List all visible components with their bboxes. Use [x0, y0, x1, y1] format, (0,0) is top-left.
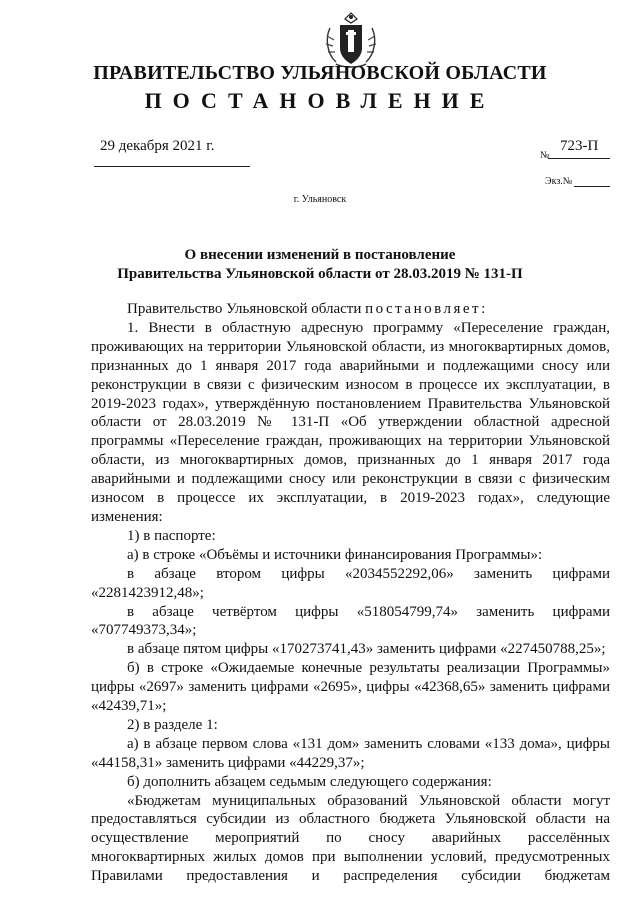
subject-line-2: Правительства Ульяновской области от 28.03.2019 № 131-П — [117, 266, 523, 282]
document-date: 29 декабря 2021 г. — [100, 138, 215, 154]
subject-line-1: О внесении изменений в постановление — [184, 247, 456, 263]
paragraph-2: 1) в паспорте: — [127, 527, 216, 544]
document-number: 723-П — [560, 138, 599, 154]
copy-number-label: Экз.№ — [545, 176, 573, 187]
paragraph-11: «Бюджетам муниципальных образований Ульяновской области могут предоставляться субсидии из областного бюджета Ульяновской области на осуществление мероприятий по сносу аварийных расселённых многоквартирных жилых домов при выполнении условий, предусмотренных Правилами предоставления и распределения субсидии бюджетам — [91, 792, 610, 885]
government-name: ПРАВИТЕЛЬСТВО УЛЬЯНОВСКОЙ ОБЛАСТИ — [93, 62, 547, 84]
paragraph-10: б) дополнить абзацем седьмым следующего содержания: — [127, 773, 492, 790]
intro-subject: Правительство Ульяновской области — [127, 301, 362, 317]
coat-of-arms-emblem — [322, 10, 380, 70]
paragraph-5: в абзаце четвёртом цифры «518054799,74» заменить цифрами «707749373,34»; — [91, 603, 610, 639]
intro-verb: постановляет: — [365, 301, 488, 317]
document-body — [91, 300, 610, 886]
paragraph-4: в абзаце втором цифры «2034552292,06» заменить цифрами «2281423912,48»; — [91, 565, 610, 601]
document-subject — [0, 246, 640, 284]
number-label: № — [540, 150, 550, 161]
city-name: г. Ульяновск — [293, 194, 347, 205]
paragraph-3: а) в строке «Объёмы и источники финансирования Программы»: — [127, 546, 543, 563]
copy-number-underline — [574, 186, 610, 187]
number-underline — [548, 158, 610, 159]
paragraph-6: в абзаце пятом цифры «170273741,43» заменить цифрами «227450788,25»; — [127, 641, 606, 658]
paragraph-1: 1. Внести в областную адресную программу «Переселение граждан, проживающих на территории Ульяновской области, из многоквартирных домов, признанных до 1 января 2017 года аварийными и подлежащими сносу или реконструкции в связи с физическим износом в процессе их эксплуатации, в 2019-2023 годах», утверждённую постановлением Правительства Ульяновской области от 28.03.2019 № 131-П «Об утверждении областной адресной программы «Переселение граждан, проживающих на территории Ульяновской области, из многоквартирных домов, признанных до 1 января 2017 года аварийными и подлежащими сносу или реконструкции в связи с физическим износом в процессе их эксплуатации, в 2019-2023 годах», следующие изменения: — [91, 319, 610, 525]
body-intro — [91, 300, 610, 319]
document-kind-title: ПОСТАНОВЛЕНИЕ — [144, 88, 496, 113]
paragraph-9: а) в абзаце первом слова «131 дом» заменить словами «133 дома», цифры «44158,31» заменить цифрами «44229,37»; — [91, 735, 610, 771]
paragraph-8: 2) в разделе 1: — [127, 716, 218, 733]
paragraph-7: б) в строке «Ожидаемые конечные результаты реализации Программы» цифры «2697» заменить цифрами «2695», цифры «42368,65» заменить цифрами «42439,71»; — [91, 660, 610, 715]
date-underline — [94, 166, 250, 167]
